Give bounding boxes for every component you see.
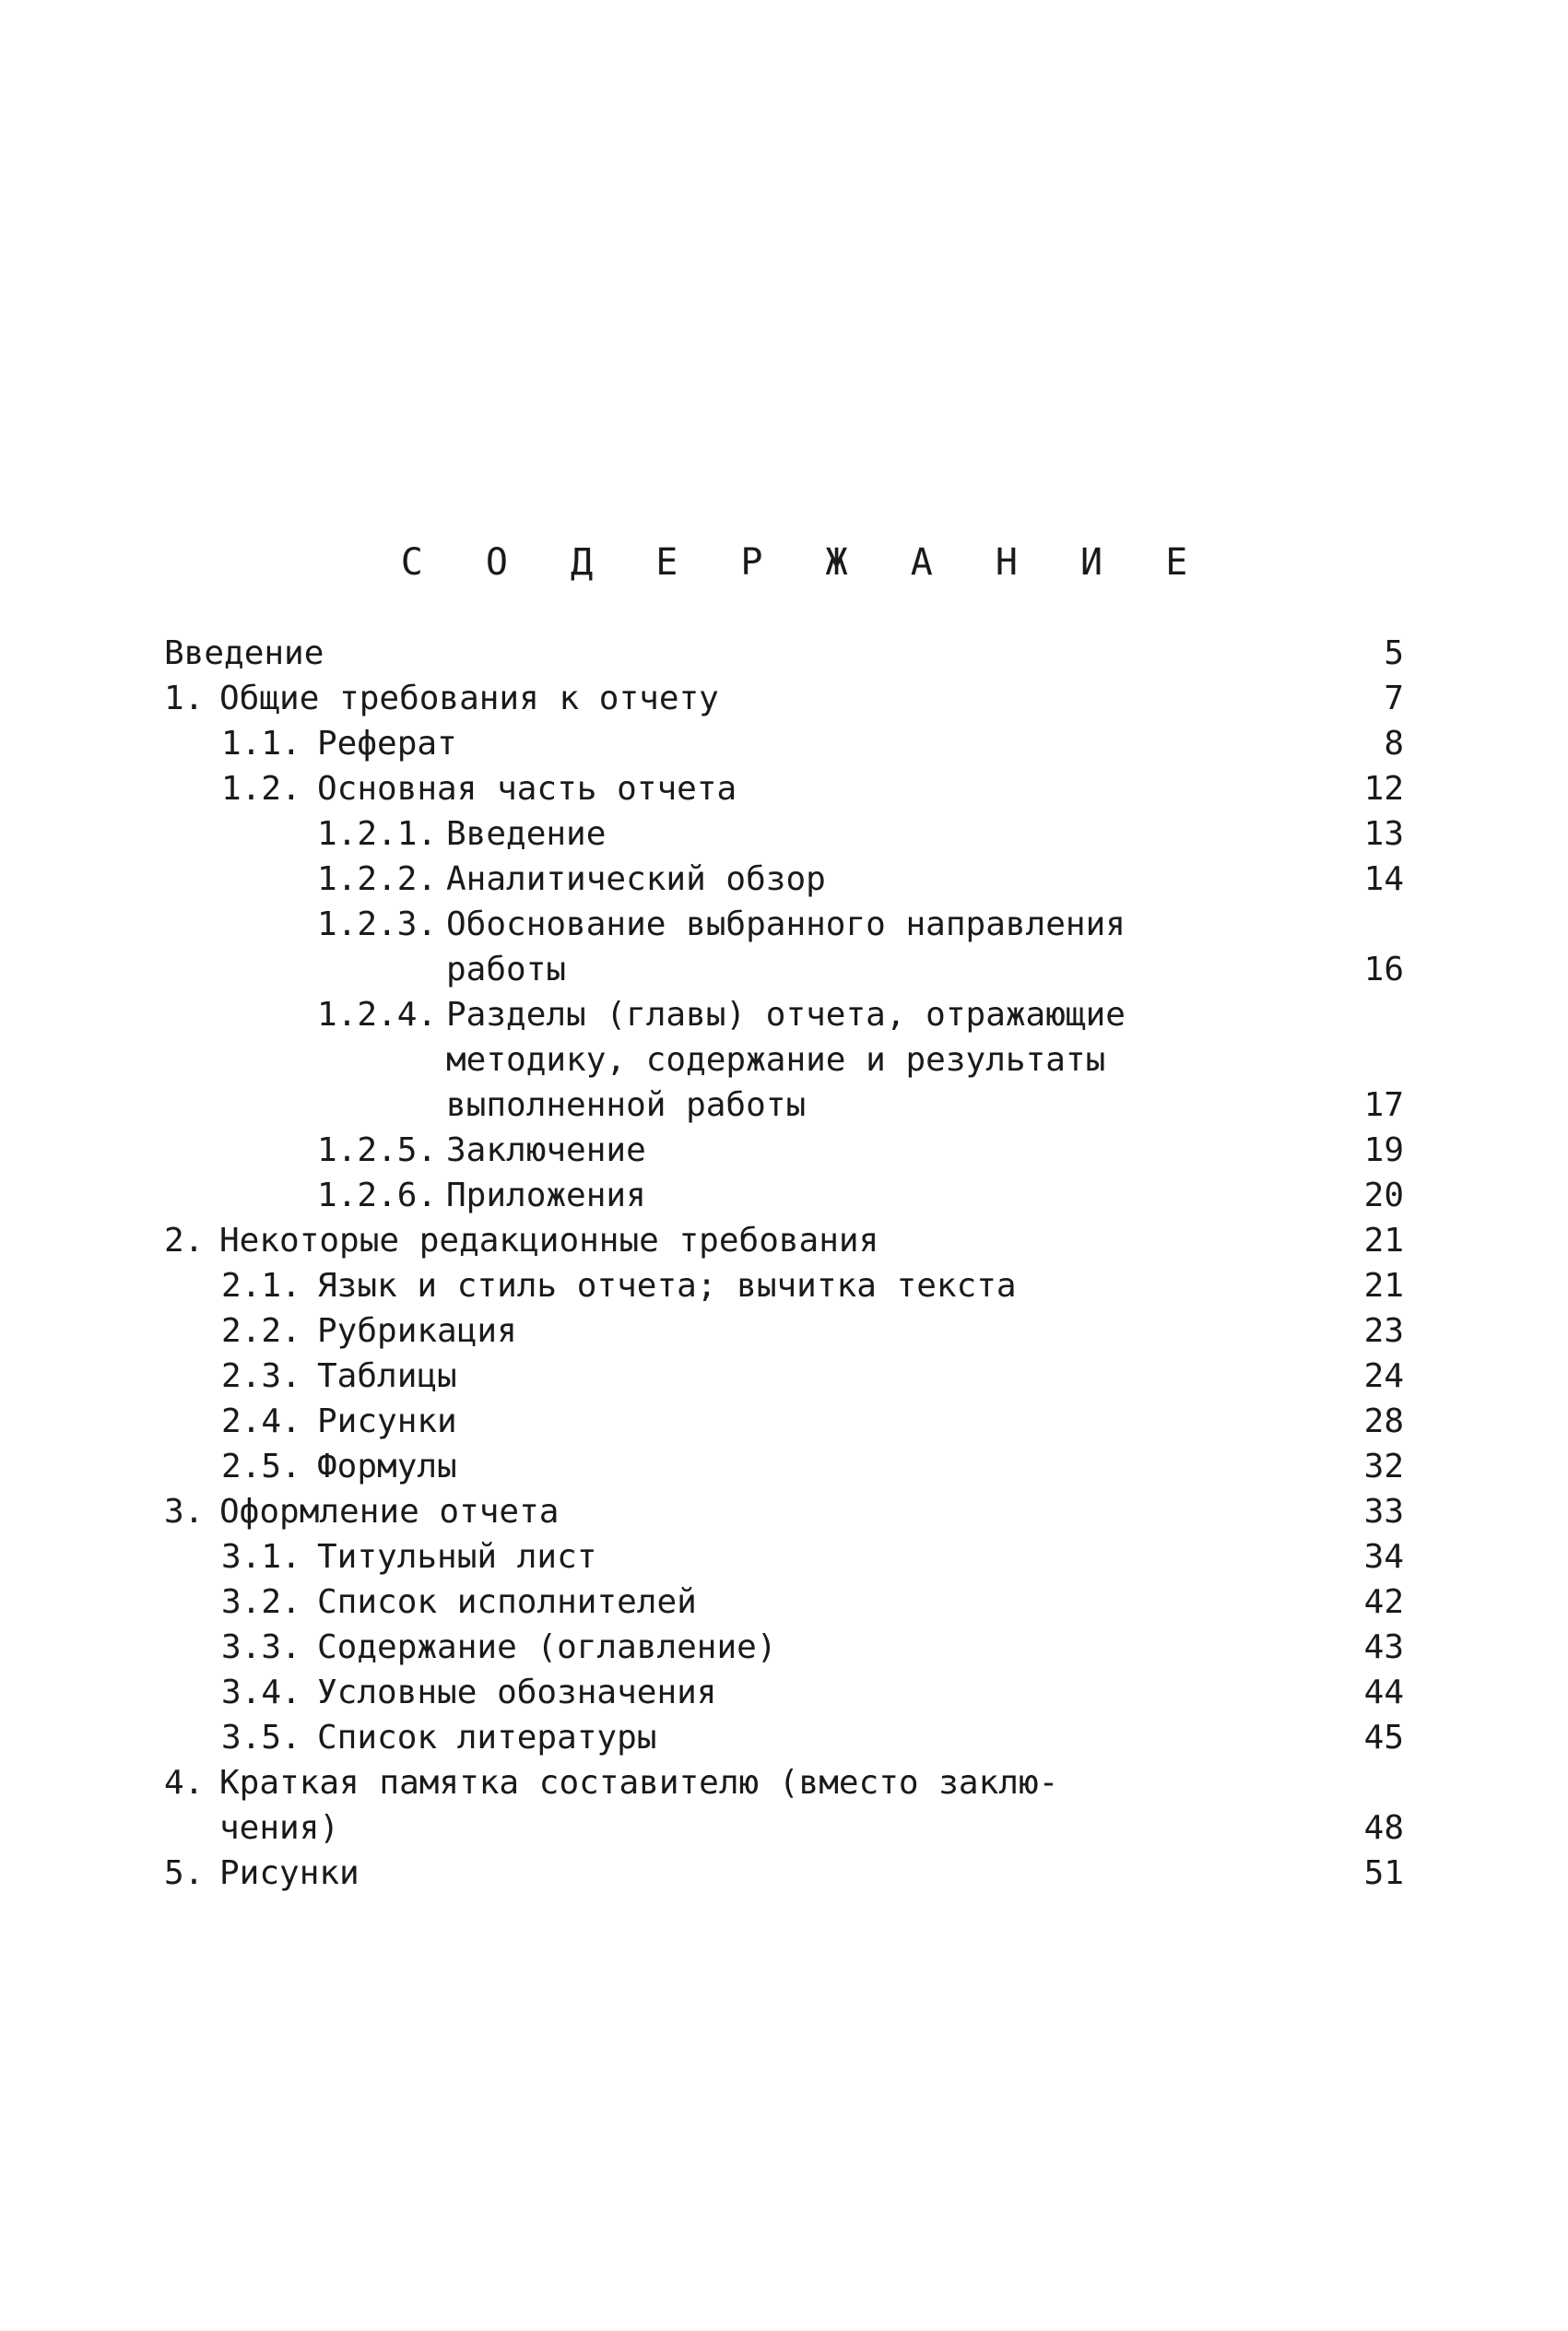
toc-entry-title: Формулы: [317, 1448, 457, 1485]
toc-entry-title: Разделы (главы) отчета, отражающие: [446, 996, 1126, 1034]
toc-entry-number: 5.: [164, 1854, 205, 1892]
toc-entry-title: Введение: [164, 634, 324, 672]
toc-entry-title: Некоторые редакционные требования: [219, 1222, 879, 1260]
toc-entry-page: 28: [1363, 1402, 1404, 1440]
toc-entry-title: Обоснование выбранного направления: [446, 905, 1126, 943]
toc-row: [164, 1218, 1404, 1263]
toc-entry-page: 17: [1363, 1086, 1404, 1124]
toc-entry-title: Рисунки: [219, 1854, 360, 1892]
toc-entry-number: 3.2.: [221, 1583, 301, 1621]
toc-entry-number: 1.2.3.: [317, 905, 438, 943]
toc-entry-page: 21: [1363, 1222, 1404, 1260]
toc-entry-page: 24: [1363, 1357, 1404, 1395]
toc-row: [164, 947, 1404, 992]
toc-entry-title: Реферат: [317, 725, 457, 763]
toc-entry-title: Аналитический обзор: [446, 860, 826, 898]
toc-entry-page: 13: [1363, 815, 1404, 853]
toc-entry-page: 42: [1363, 1583, 1404, 1621]
toc-row: [164, 1173, 1404, 1218]
page-title: С О Д Е Р Ж А Н И Е: [400, 541, 1208, 584]
toc-entry-number: 1.2.4.: [317, 996, 438, 1034]
toc-entry-page: 20: [1363, 1177, 1404, 1214]
toc-row: [164, 1263, 1404, 1308]
toc-entry-number: 2.: [164, 1222, 205, 1260]
toc-entry-number: 1.2.5.: [317, 1131, 438, 1169]
toc-row: [164, 1580, 1404, 1625]
toc-entry-number: 1.1.: [221, 725, 301, 763]
toc-entry-page: 12: [1363, 770, 1404, 808]
toc-entry-title: Таблицы: [317, 1357, 457, 1395]
toc-entry-title: Рисунки: [317, 1402, 457, 1440]
toc-entry-page: 19: [1363, 1131, 1404, 1169]
toc-entry-title: Список исполнителей: [317, 1583, 697, 1621]
toc-entry-page: 8: [1384, 725, 1404, 763]
toc-row: [164, 1670, 1404, 1715]
toc-entry-title: Оформление отчета: [219, 1493, 560, 1531]
toc-row: [164, 1083, 1404, 1128]
toc-entry-page: 5: [1384, 634, 1404, 672]
toc-entry-number: 2.3.: [221, 1357, 301, 1395]
toc-row: [164, 1128, 1404, 1173]
toc-entry-title: методику, содержание и результаты: [446, 1041, 1106, 1079]
toc-entry-number: 4.: [164, 1764, 205, 1802]
toc-entry-page: 48: [1363, 1809, 1404, 1847]
toc-entry-number: 3.1.: [221, 1538, 301, 1576]
toc-entry-number: 3.3.: [221, 1628, 301, 1666]
toc-entry-title: Краткая памятка составителю (вместо заклю-: [219, 1764, 1059, 1802]
toc-row: [164, 1489, 1404, 1534]
toc-entry-title: Язык и стиль отчета; вычитка текста: [317, 1267, 1017, 1305]
toc-entry-number: 3.: [164, 1493, 205, 1531]
toc-entry-page: 16: [1363, 951, 1404, 988]
toc-entry-number: 2.5.: [221, 1448, 301, 1485]
toc-row: [164, 1037, 1404, 1083]
toc-entry-number: 1.2.2.: [317, 860, 438, 898]
toc-entry-title: выполненной работы: [446, 1086, 807, 1124]
toc-entry-page: 43: [1363, 1628, 1404, 1666]
table-of-contents: [164, 631, 1404, 1896]
toc-entry-title: Титульный лист: [317, 1538, 597, 1576]
toc-row: [164, 857, 1404, 902]
toc-entry-title: Введение: [446, 815, 607, 853]
toc-entry-page: 51: [1363, 1854, 1404, 1892]
toc-entry-number: 1.: [164, 680, 205, 717]
toc-row: [164, 1760, 1404, 1805]
toc-row: [164, 1354, 1404, 1399]
toc-entry-number: 3.5.: [221, 1719, 301, 1757]
toc-entry-title: Список литературы: [317, 1719, 657, 1757]
toc-row: [164, 1625, 1404, 1670]
toc-entry-number: 3.4.: [221, 1674, 301, 1711]
toc-entry-number: 1.2.: [221, 770, 301, 808]
toc-row: [164, 1399, 1404, 1444]
toc-entry-page: 44: [1363, 1674, 1404, 1711]
toc-entry-title: Основная часть отчета: [317, 770, 737, 808]
toc-entry-title: Общие требования к отчету: [219, 680, 719, 717]
toc-row: [164, 1308, 1404, 1354]
toc-entry-title: работы: [446, 951, 567, 988]
toc-row: [164, 1805, 1404, 1851]
toc-entry-title: чения): [219, 1809, 340, 1847]
toc-entry-title: Условные обозначения: [317, 1674, 717, 1711]
toc-entry-title: Рубрикация: [317, 1312, 517, 1350]
toc-entry-number: 1.2.1.: [317, 815, 438, 853]
toc-entry-page: 34: [1363, 1538, 1404, 1576]
toc-row: [164, 992, 1404, 1037]
toc-row: [164, 811, 1404, 857]
toc-entry-number: 1.2.6.: [317, 1177, 438, 1214]
toc-entry-title: Содержание (оглавление): [317, 1628, 777, 1666]
toc-row: [164, 1715, 1404, 1760]
toc-entry-number: 2.2.: [221, 1312, 301, 1350]
toc-entry-number: 2.1.: [221, 1267, 301, 1305]
toc-entry-page: 32: [1363, 1448, 1404, 1485]
toc-entry-title: Приложения: [446, 1177, 646, 1214]
toc-entry-page: 7: [1384, 680, 1404, 717]
toc-entry-page: 33: [1363, 1493, 1404, 1531]
toc-row: [164, 1851, 1404, 1896]
toc-row: [164, 1444, 1404, 1489]
toc-row: [164, 1534, 1404, 1580]
toc-entry-page: 21: [1363, 1267, 1404, 1305]
toc-row: [164, 766, 1404, 811]
toc-row: [164, 721, 1404, 766]
toc-entry-title: Заключение: [446, 1131, 646, 1169]
toc-row: [164, 631, 1404, 676]
toc-entry-page: 14: [1363, 860, 1404, 898]
toc-row: [164, 676, 1404, 721]
toc-entry-page: 45: [1363, 1719, 1404, 1757]
toc-row: [164, 902, 1404, 947]
toc-entry-page: 23: [1363, 1312, 1404, 1350]
toc-entry-number: 2.4.: [221, 1402, 301, 1440]
